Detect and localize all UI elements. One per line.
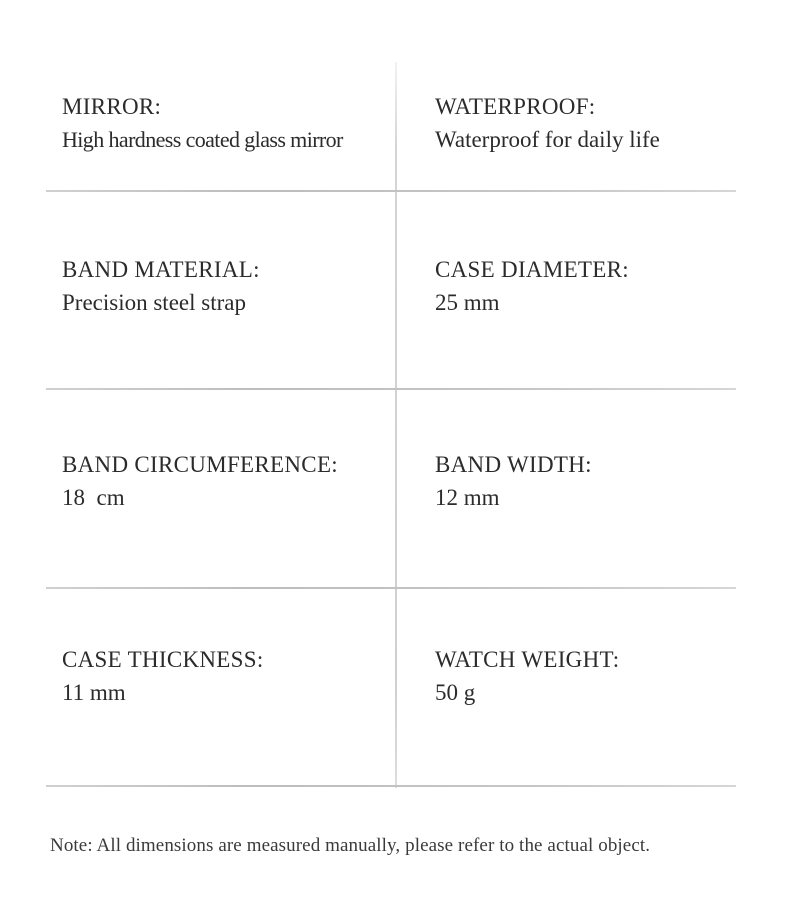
spec-value: 12 mm xyxy=(435,485,500,510)
spec-label: BAND WIDTH: xyxy=(435,452,592,477)
spec-waterproof xyxy=(435,92,765,156)
spec-band-material xyxy=(62,255,392,319)
spec-band-circumference xyxy=(62,450,392,514)
spec-value: Precision steel strap xyxy=(62,290,246,315)
spec-label: WATCH WEIGHT: xyxy=(435,647,620,672)
row-divider xyxy=(46,785,736,787)
spec-mirror xyxy=(62,92,392,156)
spec-label: WATERPROOF: xyxy=(435,94,596,119)
spec-label: BAND MATERIAL: xyxy=(62,257,260,282)
spec-value: 50 g xyxy=(435,680,476,705)
spec-watch-weight xyxy=(435,645,765,709)
spec-label: MIRROR: xyxy=(62,94,162,119)
row-divider xyxy=(46,587,736,589)
spec-label: CASE DIAMETER: xyxy=(435,257,629,282)
spec-label: CASE THICKNESS: xyxy=(62,647,264,672)
row-divider xyxy=(46,388,736,390)
spec-value: 18 cm xyxy=(62,485,125,510)
column-divider xyxy=(395,62,397,788)
spec-table xyxy=(46,62,736,788)
spec-value: Waterproof for daily life xyxy=(435,127,660,152)
spec-label: BAND CIRCUMFERENCE: xyxy=(62,452,338,477)
spec-case-diameter xyxy=(435,255,765,319)
spec-value: 25 mm xyxy=(435,290,500,315)
row-divider xyxy=(46,190,736,192)
spec-value: 11 mm xyxy=(62,680,126,705)
spec-value: High hardness coated glass mirror xyxy=(62,127,343,152)
spec-case-thickness xyxy=(62,645,392,709)
measurement-note: Note: All dimensions are measured manually, please refer to the actual object. xyxy=(50,835,651,856)
spec-band-width xyxy=(435,450,765,514)
